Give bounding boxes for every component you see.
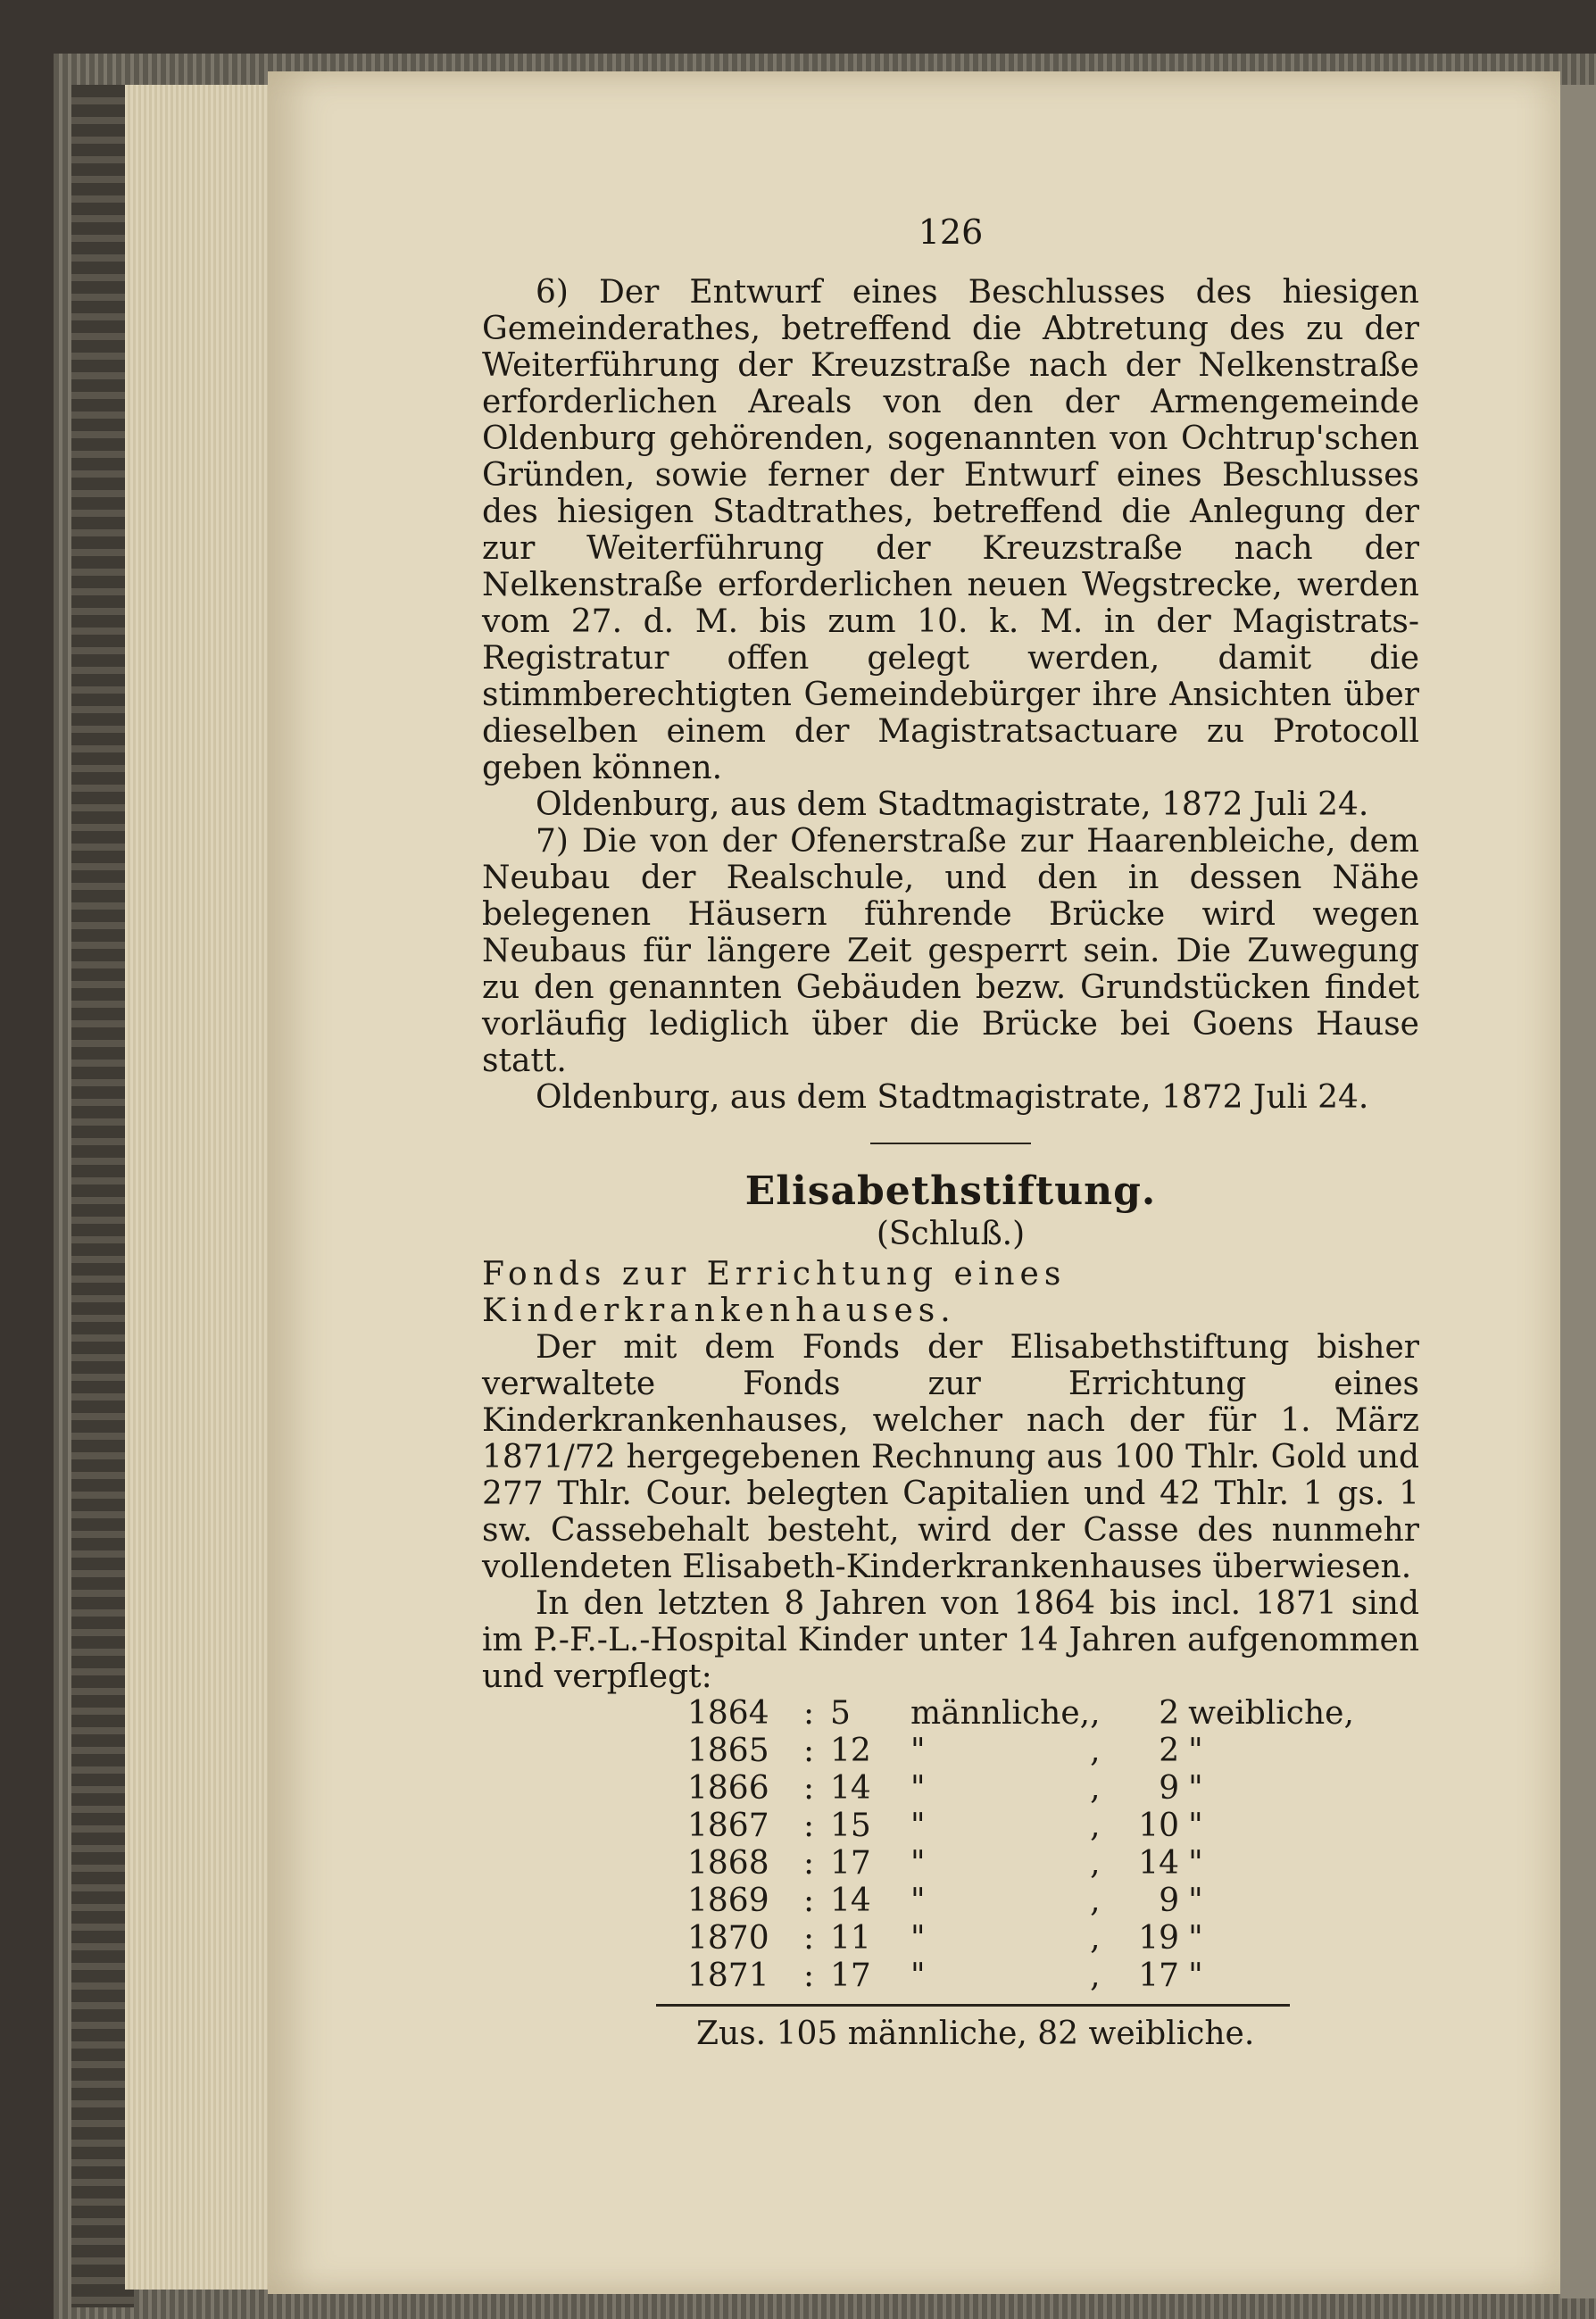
page-content — [482, 214, 1419, 2052]
row-year: 1870 — [687, 1920, 769, 1957]
row-male-label: " — [910, 1733, 926, 1769]
row-separator: , — [1090, 1957, 1101, 1994]
row-male-label: " — [910, 1770, 926, 1807]
row-year: 1869 — [687, 1883, 769, 1919]
row-female-count: 14 — [1138, 1845, 1180, 1882]
row-female-count: 9 — [1159, 1770, 1180, 1807]
row-male-count: 5 — [830, 1695, 851, 1732]
row-female-label: " — [1188, 1957, 1203, 1994]
row-colon: : — [803, 1733, 815, 1769]
row-female-count: 2 — [1159, 1733, 1180, 1769]
section-subtitle: (Schluß.) — [876, 1216, 1026, 1252]
row-male-label: " — [910, 1883, 926, 1919]
row-separator: , — [1090, 1695, 1101, 1732]
section-title: Elisabethstiftung. — [744, 1168, 1157, 1214]
row-female-label: " — [1188, 1920, 1203, 1957]
row-female-count: 17 — [1138, 1957, 1180, 1994]
row-male-label: " — [910, 1845, 926, 1882]
table-row — [687, 1695, 1354, 1733]
fund-paragraph: Der mit dem Fonds der Elisabethstiftung bisher verwaltete Fonds zur Errichtung eines Kinderkrankenhauses, welcher nach der für 1. März 1871/72 hergegebenen Rechnung aus 100 Thlr. Gold und 277 Thlr. Cour. belegten Capitalien und 42 Thlr. 1 gs. 1 sw. Cassebehalt besteht, wird der Casse des nunmehr vollendeten Elisabeth-Kinderkrankenhauses überwiesen. — [482, 1329, 1419, 1585]
row-separator: , — [1090, 1770, 1101, 1807]
table-row — [687, 1957, 1354, 1995]
row-colon: : — [803, 1883, 815, 1919]
notice-6-signature: Oldenburg, aus dem Stadtmagistrate, 1872 Juli 24. — [536, 786, 1369, 823]
row-female-count: 2 — [1159, 1695, 1180, 1732]
row-male-count: 14 — [830, 1883, 871, 1919]
row-colon: : — [803, 1695, 815, 1732]
row-separator: , — [1090, 1733, 1101, 1769]
row-separator: , — [1090, 1808, 1101, 1844]
row-year: 1866 — [687, 1770, 769, 1807]
row-colon: : — [803, 1920, 815, 1957]
fund-heading: Fonds zur Errichtung eines Kinderkrankenhauses. — [482, 1256, 1067, 1329]
row-year: 1867 — [687, 1808, 769, 1844]
table-row — [687, 1920, 1354, 1957]
admissions-table — [687, 1695, 1354, 1995]
row-colon: : — [803, 1808, 815, 1844]
row-female-label: " — [1188, 1808, 1203, 1844]
notice-6-text: 6) Der Entwurf eines Beschlusses des hiesigen Gemeinderathes, betreffend die Abtretung des zu der Weiterführung der Kreuzstraße nach der Nelkenstraße erforderlichen Areals von den der Armengemeinde Oldenburg gehörenden, sogenannten von Ochtrup'schen Gründen, sowie ferner der Entwurf eines Beschlusses des hiesigen Stadtrathes, betreffend die Anlegung der zur Weiterführung der Kreuzstraße nach der Nelkenstraße erforderlichen neuen Wegstrecke, werden vom 27. d. M. bis zum 10. k. M. in der Magistrats-Registratur offen gelegt werden, damit die stimmberechtigten Gemeindebürger ihre Ansichten über dieselben einem der Magistratsactuare zu Protocoll geben können. — [482, 274, 1419, 786]
facing-page-edge — [1560, 85, 1596, 2298]
row-male-label: " — [910, 1808, 926, 1844]
row-separator: , — [1090, 1845, 1101, 1882]
section-divider — [870, 1143, 1031, 1144]
row-female-label: weibliche, — [1188, 1695, 1354, 1732]
row-colon: : — [803, 1957, 815, 1994]
table-sum-rule — [656, 2004, 1290, 2007]
row-male-label: " — [910, 1957, 926, 1994]
row-female-count: 9 — [1159, 1883, 1180, 1919]
table-row — [687, 1733, 1354, 1770]
row-year: 1871 — [687, 1957, 769, 1994]
row-female-label: " — [1188, 1770, 1203, 1807]
page-number: 126 — [918, 212, 984, 252]
table-row — [687, 1770, 1354, 1808]
notice-7-signature: Oldenburg, aus dem Stadtmagistrate, 1872 Juli 24. — [536, 1079, 1369, 1116]
hospital-paragraph: In den letzten 8 Jahren von 1864 bis incl. 1871 sind im P.-F.-L.-Hospital Kinder unter 14 Jahren aufgenommen und verpflegt: — [482, 1585, 1419, 1695]
row-year: 1864 — [687, 1695, 769, 1732]
row-male-count: 11 — [830, 1920, 871, 1957]
row-male-count: 17 — [830, 1957, 871, 1994]
row-male-count: 17 — [830, 1845, 871, 1882]
row-male-label: " — [910, 1920, 926, 1957]
row-separator: , — [1090, 1920, 1101, 1957]
table-total: Zus. 105 männliche, 82 weibliche. — [696, 2016, 1255, 2052]
row-female-count: 19 — [1138, 1920, 1180, 1957]
table-row — [687, 1845, 1354, 1883]
row-year: 1868 — [687, 1845, 769, 1882]
row-colon: : — [803, 1770, 815, 1807]
row-year: 1865 — [687, 1733, 769, 1769]
row-female-label: " — [1188, 1733, 1203, 1769]
table-row — [687, 1808, 1354, 1845]
row-female-count: 10 — [1138, 1808, 1180, 1844]
row-colon: : — [803, 1845, 815, 1882]
row-male-count: 14 — [830, 1770, 871, 1807]
row-female-label: " — [1188, 1883, 1203, 1919]
row-separator: , — [1090, 1883, 1101, 1919]
row-male-label: männliche, — [910, 1695, 1091, 1732]
row-male-count: 15 — [830, 1808, 871, 1844]
row-female-label: " — [1188, 1845, 1203, 1882]
row-male-count: 12 — [830, 1733, 871, 1769]
table-row — [687, 1883, 1354, 1920]
notice-7-text: 7) Die von der Ofenerstraße zur Haarenbleiche, dem Neubau der Realschule, und den in dessen Nähe belegenen Häusern führende Brücke wird wegen Neubaus für längere Zeit gesperrt sein. Die Zuwegung zu den genannten Gebäuden bezw. Grundstücken findet vorläufig lediglich über die Brücke bei Goens Hause statt. — [482, 823, 1419, 1079]
